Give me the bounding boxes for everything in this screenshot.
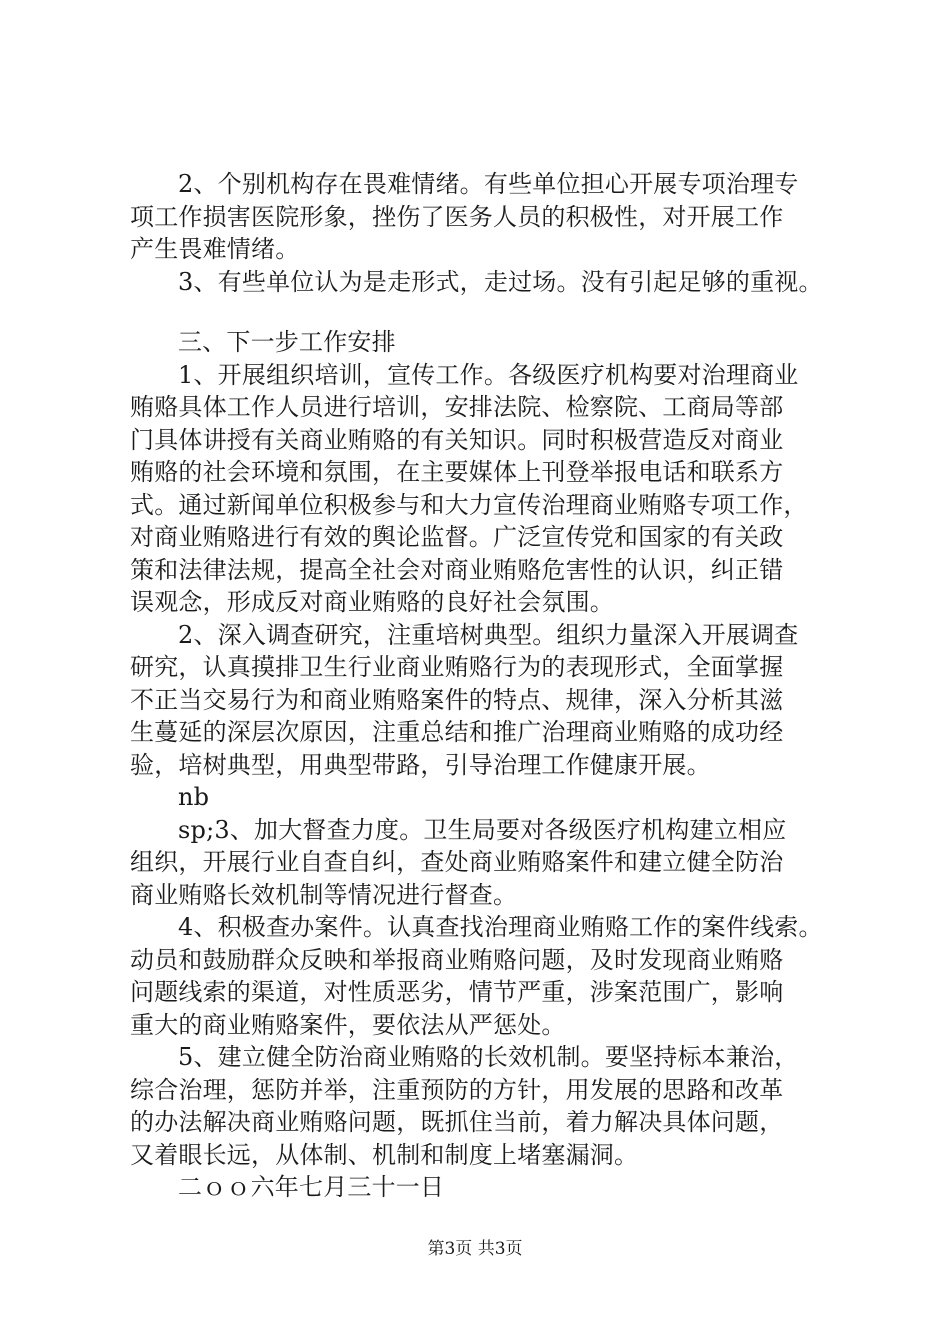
paragraph-line: 2、深入调查研究，注重培树典型。组织力量深入开展调查: [178, 620, 799, 649]
paragraph-line: 策和法律法规，提高全社会对商业贿赂危害性的认识，纠正错: [130, 555, 784, 584]
paragraph-line: 问题线索的渠道，对性质恶劣，情节严重，涉案范围广，影响: [130, 978, 784, 1006]
paragraph-line: 又着眼长远，从体制、机制和制度上堵塞漏洞。: [130, 1140, 639, 1169]
paragraph-line: 门具体讲授有关商业贿赂的有关知识。同时积极营造反对商业: [130, 425, 784, 454]
page-footer: 第3页 共3页: [427, 1239, 523, 1259]
paragraph-line: 动员和鼓励群众反映和举报商业贿赂问题，及时发现商业贿赂: [130, 945, 784, 974]
paragraph-line: 贿赂具体工作人员进行培训，安排法院、检察院、工商局等部: [130, 393, 784, 421]
paragraph-line: 验，培树典型，用典型带路，引导治理工作健康开展。: [130, 750, 711, 779]
paragraph-line: 重大的商业贿赂案件，要依法从严惩处。: [130, 1010, 566, 1039]
paragraph-line: 研究，认真摸排卫生行业商业贿赂行为的表现形式，全面掌握: [130, 653, 784, 681]
paragraph-line: 3、有些单位认为是走形式，走过场。没有引起足够的重视。: [178, 267, 823, 296]
paragraph-line: 1、开展组织培训，宣传工作。各级医疗机构要对治理商业: [178, 360, 799, 389]
section-heading: 三、下一步工作安排: [178, 328, 396, 356]
paragraph-line: 式。通过新闻单位积极参与和大力宣传治理商业贿赂专项工作，: [130, 490, 808, 519]
paragraph-line: 商业贿赂长效机制等情况进行督查。: [130, 880, 518, 909]
paragraph-gap: [130, 298, 840, 326]
paragraph-line: 不正当交易行为和商业贿赂案件的特点、规律，深入分析其滋: [130, 685, 784, 714]
paragraph-line: 4、积极查办案件。认真查找治理商业贿赂工作的案件线索。: [178, 913, 823, 941]
paragraph-line: 产生畏难情绪。: [130, 235, 300, 263]
paragraph-line: 项工作损害医院形象，挫伤了医务人员的积极性，对开展工作: [130, 202, 784, 231]
paragraph-line: 组织，开展行业自查自纠，查处商业贿赂案件和建立健全防治: [130, 848, 784, 876]
paragraph-line: 误观念，形成反对商业贿赂的良好社会氛围。: [130, 588, 614, 616]
paragraph-line: 2、个别机构存在畏难情绪。有些单位担心开展专项治理专: [178, 170, 799, 198]
paragraph-line: 贿赂的社会环境和氛围，在主要媒体上刊登举报电话和联系方: [130, 458, 784, 486]
paragraph-line: 综合治理，惩防并举，注重预防的方针，用发展的思路和改革: [130, 1075, 784, 1104]
document-date: 二ｏｏ六年七月三十一日: [178, 1173, 445, 1201]
paragraph-line: sp;3、加大督查力度。卫生局要对各级医疗机构建立相应: [178, 815, 787, 844]
document-body: [130, 168, 840, 1204]
paragraph-line: nb: [178, 783, 210, 811]
paragraph-line: 生蔓延的深层次原因，注重总结和推广治理商业贿赂的成功经: [130, 718, 784, 746]
paragraph-line: 5、建立健全防治商业贿赂的长效机制。要坚持标本兼治，: [178, 1043, 799, 1071]
paragraph-line: 的办法解决商业贿赂问题，既抓住当前，着力解决具体问题，: [130, 1108, 784, 1136]
paragraph-line: 对商业贿赂进行有效的舆论监督。广泛宣传党和国家的有关政: [130, 523, 784, 551]
